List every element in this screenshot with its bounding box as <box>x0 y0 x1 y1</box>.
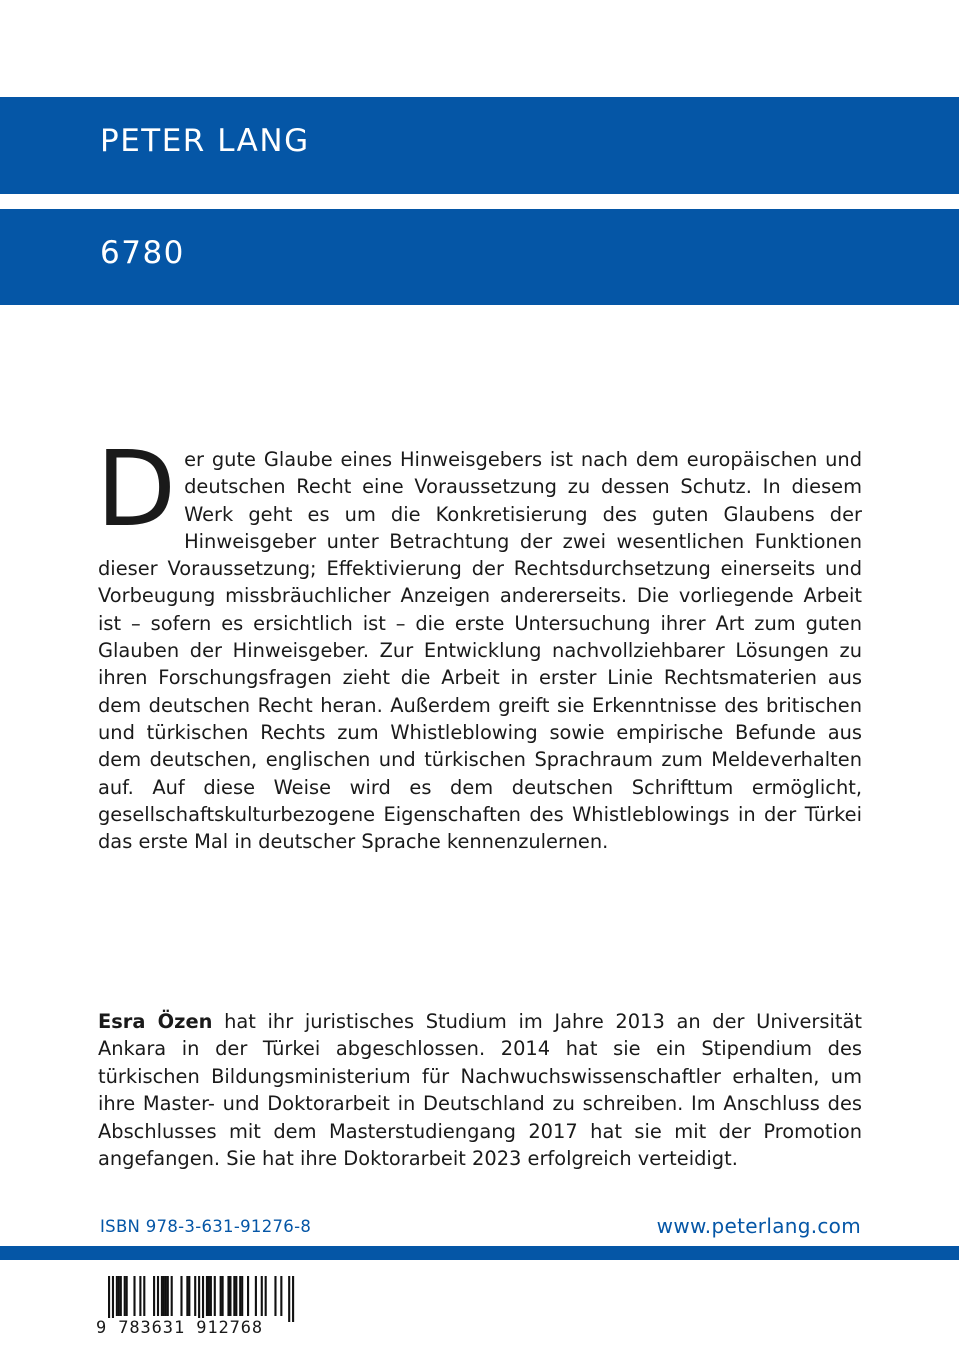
publisher-website-link[interactable]: www.peterlang.com <box>656 1214 861 1238</box>
barcode-bars <box>96 1276 296 1322</box>
barcode-bar <box>239 1276 241 1316</box>
barcode-bar <box>247 1276 249 1316</box>
bottom-rule <box>0 1246 959 1260</box>
barcode-bar <box>157 1276 159 1316</box>
barcode-bar <box>139 1276 141 1316</box>
barcode-bar <box>265 1276 267 1316</box>
barcode-bar <box>126 1276 128 1316</box>
barcode-bar <box>116 1276 118 1316</box>
publisher-band <box>0 97 959 194</box>
drop-cap: D <box>96 428 177 550</box>
barcode-bar <box>165 1276 167 1316</box>
barcode-bar <box>153 1276 155 1316</box>
barcode-bar <box>274 1276 276 1316</box>
barcode-bar <box>186 1276 188 1316</box>
bio-text: hat ihr juristisches Studium im Jahre 2013 an der Universität Ankara in der Türkei abgeschlossen. 2014 hat sie ein Stipendium des türkischen Bildungsministerium für Nachwuchswissenschaftler erhalten, um ihre Master- und Doktorarbeit in Deutschland zu schreiben. Im Anschluss des Abschlusses mit dem Masterstudiengang 2017 hat sie mit der Promotion angefangen. Sie hat ihre Doktorarbeit 2023 erfolgreich verteidigt. <box>98 1010 862 1171</box>
barcode-bar <box>194 1276 196 1316</box>
barcode-bar <box>171 1276 173 1316</box>
barcode-bar <box>280 1276 282 1316</box>
barcode-bar <box>202 1276 204 1322</box>
barcode-bar <box>124 1276 126 1316</box>
blurb-text: er gute Glaube eines Hinweisgebers ist nach dem europäischen und deutschen Recht eine Voraussetzung zu dessen Schutz. In diesem Werk geht es um die Konkretisierung des guten Glaubens der Hinweisgeber unter Betrachtung der zwei wesentlichen Funktionen dieser Voraussetzung; Effektivierung der Rechtsdurchsetzung einerseits und Vorbeugung missbräuchlicher Anzeigen andererseits. Die vorliegende Arbeit ist – sofern es ersichtlich ist – die erste Untersuchung ihrer Art zum guten Glauben der Hinweisgeber. Zur Entwicklung nachvollziehbarer Lösungen zu ihren Forschungsfragen zieht die Arbeit in erster Linie Rechtsmaterien aus dem deutschen Recht heran. Außerdem greift sie Erkenntnisse des britischen und türkischen Rechts zum Whistleblowing sowie empirische Befunde aus dem deutschen, englischen und türkischen Sprachraum zum Meldeverhalten auf. Auf diese Weise wird es dem deutschen Schrifttum ermöglicht, gesellschaftskulturbezogene Eigenschaften des Whistleblowings in der Türkei das erste Mal in deutscher Sprache kennenzulernen. <box>98 448 862 854</box>
series-band <box>0 209 959 305</box>
barcode-bar <box>233 1276 235 1316</box>
barcode-bar <box>108 1276 110 1322</box>
isbn-label: ISBN 978-3-631-91276-8 <box>100 1217 312 1236</box>
barcode-bar <box>261 1276 263 1316</box>
barcode-bar <box>198 1276 200 1322</box>
barcode-bar <box>210 1276 212 1316</box>
author-name: Esra Özen <box>98 1010 213 1033</box>
barcode-bar <box>167 1276 169 1316</box>
barcode-bar <box>220 1276 222 1316</box>
barcode-bar <box>163 1276 165 1316</box>
barcode-bar <box>222 1276 224 1316</box>
barcode-digits <box>96 1318 296 1340</box>
barcode-bar <box>112 1276 114 1322</box>
barcode-number: 9 783631 912768 <box>96 1318 264 1338</box>
barcode-bar <box>214 1276 216 1316</box>
barcode-bar <box>180 1276 182 1316</box>
barcode-bar <box>206 1276 208 1316</box>
barcode-bar <box>255 1276 257 1316</box>
barcode-bar <box>118 1276 120 1316</box>
publisher-name: PETER LANG <box>100 123 310 159</box>
series-number: 6780 <box>100 235 185 271</box>
author-bio <box>98 1008 862 1172</box>
barcode-bar <box>288 1276 290 1322</box>
barcode-bar <box>188 1276 190 1316</box>
barcode-bar <box>235 1276 237 1316</box>
barcode-bar <box>143 1276 145 1316</box>
book-blurb <box>96 428 862 855</box>
barcode-bar <box>161 1276 163 1316</box>
barcode-bar <box>208 1276 210 1316</box>
barcode-bar <box>120 1276 122 1316</box>
barcode-bar <box>241 1276 243 1316</box>
barcode-bar <box>229 1276 231 1316</box>
barcode-bar <box>133 1276 135 1316</box>
barcode-bar <box>227 1276 229 1316</box>
barcode-bar <box>292 1276 294 1322</box>
